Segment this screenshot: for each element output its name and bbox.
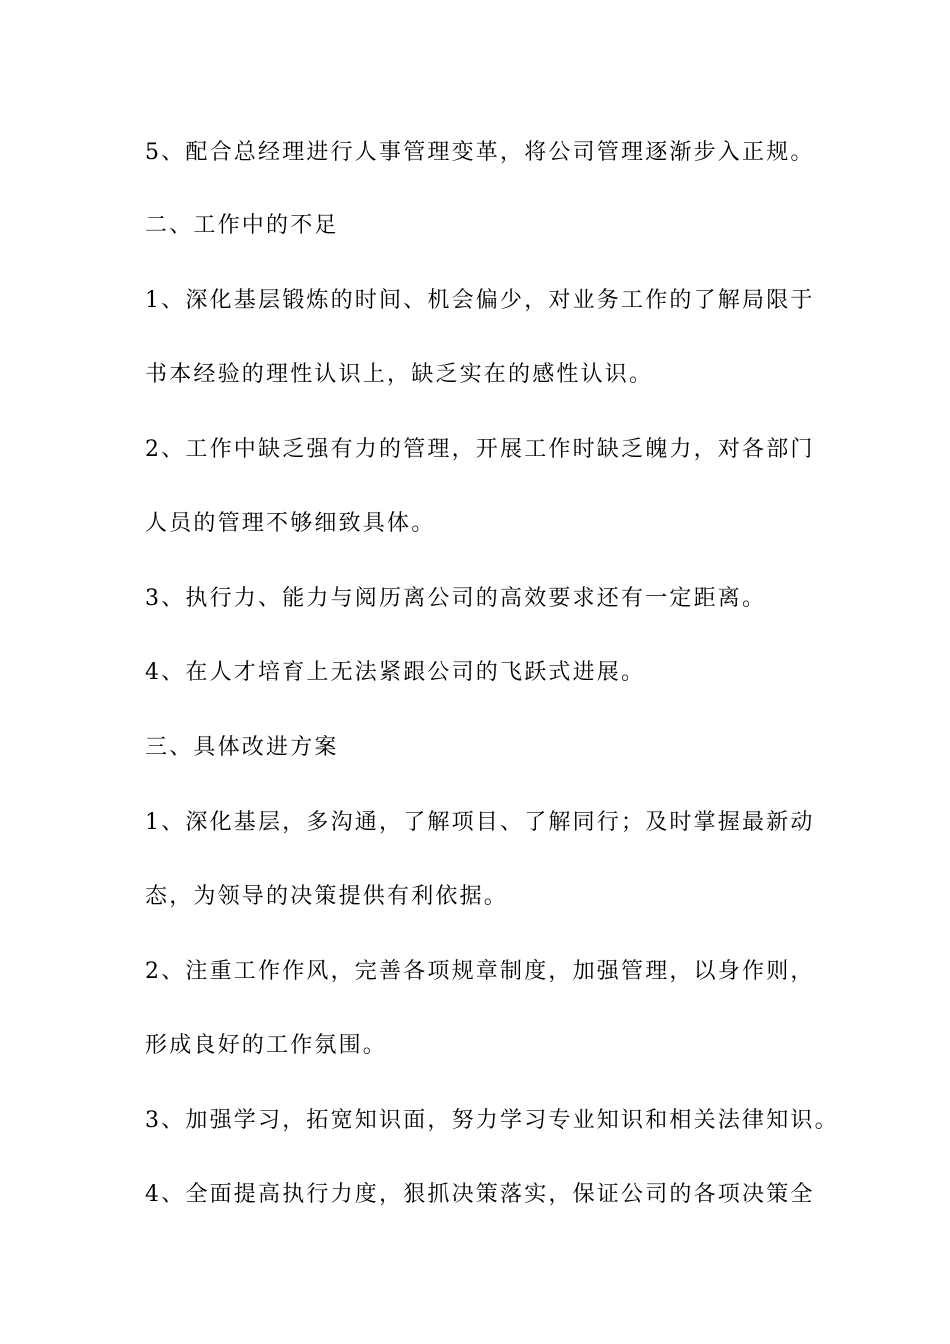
section-heading: 二、工作中的不足 bbox=[145, 213, 339, 238]
text-line: 4、在人才培育上无法紧跟公司的飞跃式进展。 bbox=[145, 660, 646, 685]
text-line: 5、配合总经理进行人事管理变革，将公司管理逐渐步入正规。 bbox=[145, 140, 815, 165]
text-line: 2、工作中缺乏强有力的管理，开展工作时缺乏魄力，对各部门 bbox=[145, 437, 815, 462]
section-heading: 三、具体改进方案 bbox=[145, 735, 339, 760]
text-line: 形成良好的工作氛围。 bbox=[145, 1033, 388, 1058]
text-line: 1、深化基层锻炼的时间、机会偏少，对业务工作的了解局限于 bbox=[145, 288, 815, 313]
text-line: 人员的管理不够细致具体。 bbox=[145, 511, 436, 536]
text-line: 态，为领导的决策提供有利依据。 bbox=[145, 884, 509, 909]
text-line: 1、深化基层，多沟通，了解项目、了解同行；及时掌握最新动 bbox=[145, 810, 815, 835]
text-line: 书本经验的理性认识上，缺乏实在的感性认识。 bbox=[145, 362, 654, 387]
text-line: 3、加强学习，拓宽知识面，努力学习专业知识和相关法律知识。 bbox=[145, 1108, 839, 1133]
text-line: 4、全面提高执行力度，狠抓决策落实，保证公司的各项决策全 bbox=[145, 1182, 815, 1207]
text-line: 2、注重工作作风，完善各项规章制度，加强管理，以身作则， bbox=[145, 959, 815, 984]
text-line: 3、执行力、能力与阅历离公司的高效要求还有一定距离。 bbox=[145, 586, 767, 611]
